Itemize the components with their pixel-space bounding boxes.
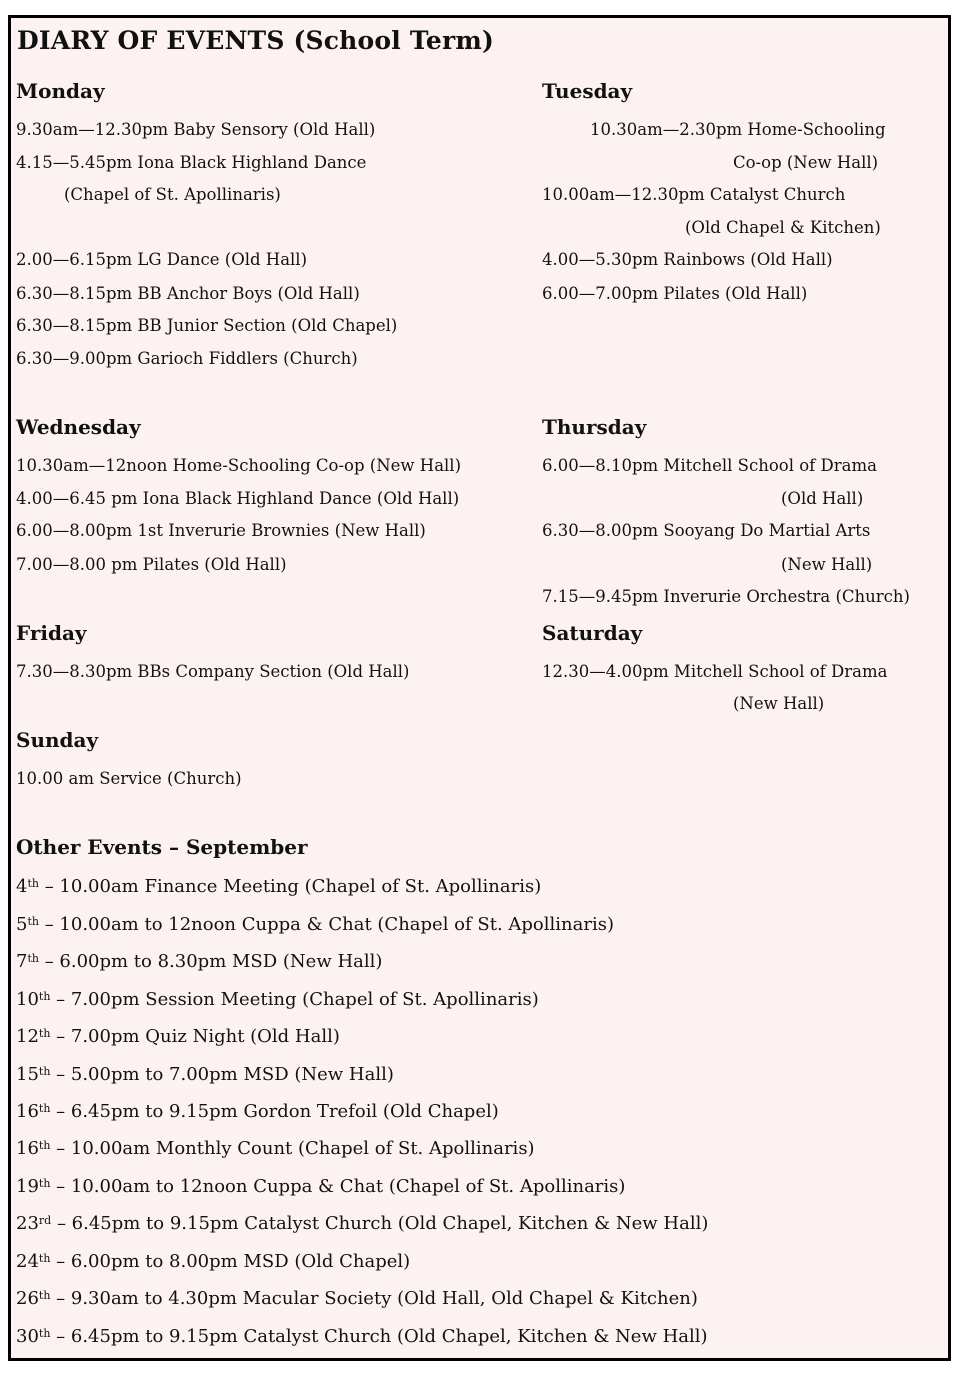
event-line: 10.00am—12.30pm Catalyst Church: [542, 185, 846, 204]
other-events-heading: Other Events – September: [16, 835, 308, 859]
date-suffix: th: [38, 990, 51, 1003]
other-event-item: [16, 1326, 708, 1347]
other-event-item: [16, 1288, 698, 1309]
other-event-item: [16, 1213, 708, 1234]
event-line: 9.30am—12.30pm Baby Sensory (Old Hall): [16, 120, 376, 139]
event-date: 5: [16, 914, 28, 935]
other-event-item: [16, 914, 614, 935]
other-event-item: [16, 989, 539, 1010]
date-suffix: th: [27, 952, 39, 965]
event-line: 10.00 am Service (Church): [16, 769, 242, 788]
event-line: 7.00—8.00 pm Pilates (Old Hall): [16, 555, 287, 574]
wednesday-heading: Wednesday: [16, 415, 141, 439]
event-text: – 10.00am Finance Meeting (Chapel of St. Apollinaris): [38, 876, 542, 897]
event-text: – 6.00pm to 8.00pm MSD (Old Chapel): [50, 1251, 411, 1272]
other-event-item: [16, 1101, 499, 1122]
event-text: – 7.00pm Session Meeting (Chapel of St. Apollinaris): [50, 989, 539, 1010]
event-text: – 6.45pm to 9.15pm Catalyst Church (Old Chapel, Kitchen & New Hall): [50, 1326, 708, 1347]
event-line: 6.00—8.00pm 1st Inverurie Brownies (New Hall): [16, 521, 426, 540]
event-line: 6.00—7.00pm Pilates (Old Hall): [542, 284, 808, 303]
other-event-item: [16, 951, 382, 972]
event-text: – 10.00am to 12noon Cuppa & Chat (Chapel of St. Apollinaris): [38, 914, 614, 935]
event-line: (Old Hall): [781, 489, 864, 508]
event-line: Co-op (New Hall): [733, 153, 879, 172]
other-event-item: [16, 1138, 535, 1159]
date-suffix: th: [27, 915, 39, 928]
diary-frame: [8, 15, 951, 1361]
event-line: (New Hall): [781, 555, 873, 574]
monday-heading: Monday: [16, 79, 105, 103]
event-text: – 6.45pm to 9.15pm Catalyst Church (Old Chapel, Kitchen & New Hall): [51, 1213, 709, 1234]
event-text: – 6.45pm to 9.15pm Gordon Trefoil (Old Chapel): [50, 1101, 499, 1122]
event-line: 4.00—5.30pm Rainbows (Old Hall): [542, 250, 833, 269]
event-line: 7.30—8.30pm BBs Company Section (Old Hall): [16, 662, 410, 681]
date-suffix: th: [38, 1327, 51, 1340]
event-line: 4.15—5.45pm Iona Black Highland Dance: [16, 153, 367, 172]
event-date: 19: [16, 1176, 39, 1197]
date-suffix: rd: [38, 1214, 52, 1227]
event-date: 12: [16, 1026, 39, 1047]
event-text: – 6.00pm to 8.30pm MSD (New Hall): [38, 951, 383, 972]
other-event-item: [16, 1026, 340, 1047]
event-line: 2.00—6.15pm LG Dance (Old Hall): [16, 250, 308, 269]
event-date: 26: [16, 1288, 39, 1309]
event-date: 4: [16, 876, 28, 897]
page-title: DIARY OF EVENTS (School Term): [17, 26, 495, 55]
other-event-item: [16, 1176, 625, 1197]
friday-heading: Friday: [16, 621, 87, 645]
event-text: – 10.00am Monthly Count (Chapel of St. Apollinaris): [50, 1138, 535, 1159]
event-line: 12.30—4.00pm Mitchell School of Drama: [542, 662, 888, 681]
event-text: – 7.00pm Quiz Night (Old Hall): [50, 1026, 340, 1047]
event-line: 10.30am—12noon Home-Schooling Co-op (New Hall): [16, 456, 462, 475]
event-line: (Chapel of St. Apollinaris): [64, 185, 281, 204]
event-text: – 9.30am to 4.30pm Macular Society (Old Hall, Old Chapel & Kitchen): [50, 1288, 698, 1309]
other-event-item: [16, 876, 541, 897]
event-line: 4.00—6.45 pm Iona Black Highland Dance (Old Hall): [16, 489, 460, 508]
sunday-heading: Sunday: [16, 728, 99, 752]
event-line: (New Hall): [733, 694, 825, 713]
event-line: 6.30—8.00pm Sooyang Do Martial Arts: [542, 521, 871, 540]
event-line: 6.30—8.15pm BB Junior Section (Old Chapel): [16, 316, 398, 335]
other-event-item: [16, 1251, 410, 1272]
event-line: 6.00—8.10pm Mitchell School of Drama: [542, 456, 877, 475]
date-suffix: th: [38, 1252, 51, 1265]
other-event-item: [16, 1064, 394, 1085]
event-date: 30: [16, 1326, 39, 1347]
event-date: 10: [16, 989, 39, 1010]
date-suffix: th: [38, 1065, 51, 1078]
event-line: 10.30am—2.30pm Home-Schooling: [590, 120, 886, 139]
date-suffix: th: [38, 1102, 51, 1115]
event-line: 7.15—9.45pm Inverurie Orchestra (Church): [542, 587, 910, 606]
event-line: 6.30—8.15pm BB Anchor Boys (Old Hall): [16, 284, 360, 303]
event-text: – 10.00am to 12noon Cuppa & Chat (Chapel of St. Apollinaris): [50, 1176, 626, 1197]
date-suffix: th: [38, 1139, 51, 1152]
event-date: 16: [16, 1101, 39, 1122]
event-text: – 5.00pm to 7.00pm MSD (New Hall): [50, 1064, 394, 1085]
thursday-heading: Thursday: [542, 415, 647, 439]
event-date: 24: [16, 1251, 39, 1272]
date-suffix: th: [38, 1177, 51, 1190]
event-date: 7: [16, 951, 28, 972]
date-suffix: th: [38, 1289, 51, 1302]
event-line: (Old Chapel & Kitchen): [685, 218, 881, 237]
event-line: 6.30—9.00pm Garioch Fiddlers (Church): [16, 349, 358, 368]
date-suffix: th: [38, 1027, 51, 1040]
event-date: 23: [16, 1213, 39, 1234]
tuesday-heading: Tuesday: [542, 79, 633, 103]
event-date: 15: [16, 1064, 39, 1085]
event-date: 16: [16, 1138, 39, 1159]
date-suffix: th: [27, 877, 39, 890]
saturday-heading: Saturday: [542, 621, 643, 645]
